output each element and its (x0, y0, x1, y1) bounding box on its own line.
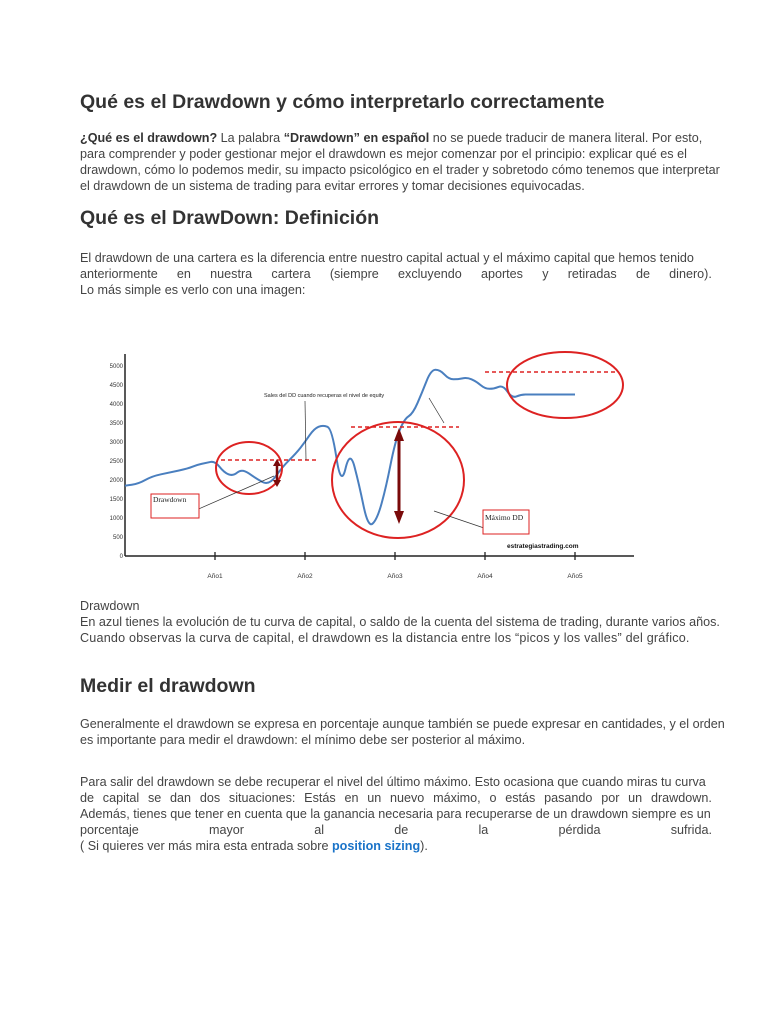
word: nuestra (210, 267, 253, 281)
chart-caption-line-2: Cuando observas la curva de capital, el drawdown es la distancia entre los “picos y los valles” del gráfico. (80, 631, 690, 645)
word: de (635, 267, 650, 281)
word: dinero). (669, 267, 712, 281)
y-tick-label: 3500 (109, 421, 123, 427)
word: en (344, 791, 359, 805)
word: nuevo (390, 791, 425, 805)
word: estás (505, 791, 536, 805)
word: de (394, 823, 409, 837)
max-dd-annotation: Máximo DD (485, 513, 524, 522)
word: sufrida. (670, 823, 712, 837)
equity-recovery-annotation: Sales del DD cuando recuperas el nivel de equity (264, 393, 385, 399)
word: máximo, (433, 791, 481, 805)
max-dd-callout-line (434, 511, 484, 528)
x-tick-label: Año3 (387, 573, 403, 580)
drawdown-circle (216, 442, 282, 494)
word: aportes (480, 267, 523, 281)
measure-p2-line-5-end: ). (420, 839, 428, 853)
word: se (147, 791, 162, 805)
word: cartera (271, 267, 311, 281)
definition-line-2 (80, 266, 712, 282)
word: en (176, 267, 191, 281)
y-tick-label: 3000 (109, 440, 123, 446)
word: situaciones: (228, 791, 296, 805)
equity-callout-line (305, 401, 306, 460)
y-tick-label: 4500 (109, 383, 123, 389)
word: al (314, 823, 325, 837)
y-tick-label: 5000 (109, 364, 123, 370)
word: porcentaje (80, 823, 139, 837)
equity-callout-line-2 (429, 398, 444, 423)
word: y (542, 267, 549, 281)
y-tick-label: 2000 (109, 478, 123, 484)
y-tick-label: 1000 (109, 516, 123, 522)
x-tick-label: Año1 (207, 573, 223, 580)
word: un (367, 791, 382, 805)
measure-paragraph-1 (80, 716, 725, 748)
word: excluyendo (398, 267, 462, 281)
intro-bold-question: ¿Qué es el drawdown? (80, 131, 218, 145)
drawdown-annotation: Drawdown (153, 495, 187, 504)
intro-line-2: para comprender y poder gestionar mejor el drawdown es mejor comenzar por el principio: explicar qué es el (80, 147, 687, 161)
chart-caption-paragraph (80, 598, 720, 646)
x-tick-label: Año5 (567, 573, 583, 580)
chart-caption-line-1: En azul tienes la evolución de tu curva de capital, o saldo de la cuenta del sistema de trading, durante varios años. (80, 615, 720, 629)
measure-p1-line-1: Generalmente el drawdown se expresa en porcentaje aunque también se puede expresar en cantidades, y el orden (80, 717, 725, 731)
intro-line-4: el drawdown de un sistema de trading para evitar errores y tomar decisiones equivocadas. (80, 179, 585, 193)
word: pérdida (558, 823, 601, 837)
position-sizing-link[interactable]: position sizing (331, 839, 421, 853)
definition-line-1: El drawdown de una cartera es la diferencia entre nuestro capital actual y el máximo capital que hemos tenido (80, 251, 694, 265)
measure-p2-line-5: ( Si quieres ver más mira esta entrada sobre (80, 839, 332, 853)
section-heading-definition: Qué es el DrawDown: Definición (80, 207, 380, 229)
word: (siempre (329, 267, 379, 281)
max-dd-arrow-head-up (394, 428, 404, 441)
word: dan (170, 791, 192, 805)
page-title: Qué es el Drawdown y cómo interpretarlo correctamente (80, 91, 605, 113)
word: mayor (209, 823, 245, 837)
x-tick-label: Año2 (297, 573, 313, 580)
y-tick-label: 1500 (109, 497, 123, 503)
x-tick-label: Año4 (477, 573, 493, 580)
definition-paragraph (80, 250, 712, 298)
word: dos (199, 791, 221, 805)
section-heading-measure: Medir el drawdown (80, 675, 256, 697)
definition-line-3: Lo más simple es verlo con una imagen: (80, 283, 306, 297)
intro-bold-term: “Drawdown” en español (283, 131, 430, 145)
measure-p2-line-3: Además, tienes que tener en cuenta que la ganancia necesaria para recuperarse de un drawdown siempre es un (80, 807, 711, 821)
y-tick-label: 4000 (109, 402, 123, 408)
word: anteriormente (80, 267, 158, 281)
y-tick-label: 2500 (109, 459, 123, 465)
chart-caption: Drawdown (80, 599, 140, 613)
measure-p2-line-2 (80, 790, 712, 806)
drawdown-callout-line (194, 476, 274, 511)
intro-text-tail: no se puede traducir de manera literal. Por esto, (429, 131, 703, 145)
measure-p2-line-1: Para salir del drawdown se debe recuperar el nivel del último máximo. Esto ocasiona que cuando miras tu curva (80, 775, 706, 789)
word: pasando (544, 791, 593, 805)
word: o (489, 791, 497, 805)
measure-p1-line-2: es importante para medir el drawdown: el mínimo debe ser posterior al máximo. (80, 733, 526, 747)
recent-drawdown-circle (507, 352, 623, 418)
word: la (478, 823, 489, 837)
drawdown-chart (99, 326, 639, 590)
measure-paragraph-2 (80, 774, 712, 854)
word: capital (102, 791, 140, 805)
intro-text: La palabra (217, 131, 284, 145)
y-tick-label: 500 (112, 535, 123, 541)
word: por (601, 791, 620, 805)
measure-p2-line-4 (80, 822, 712, 838)
word: un (628, 791, 643, 805)
source-watermark: estrategiastrading.com (507, 543, 579, 550)
word: Estás (304, 791, 336, 805)
word: drawdown. (650, 791, 712, 805)
intro-paragraph (80, 130, 720, 194)
intro-line-3: drawdown, cómo lo podemos medir, su impacto psicológico en el trader y sobretodo cómo tenemos que interpretar (80, 163, 720, 177)
y-tick-label: 0 (119, 554, 123, 560)
max-dd-arrow-head-down (394, 511, 404, 524)
word: de (80, 791, 95, 805)
word: retiradas (567, 267, 617, 281)
